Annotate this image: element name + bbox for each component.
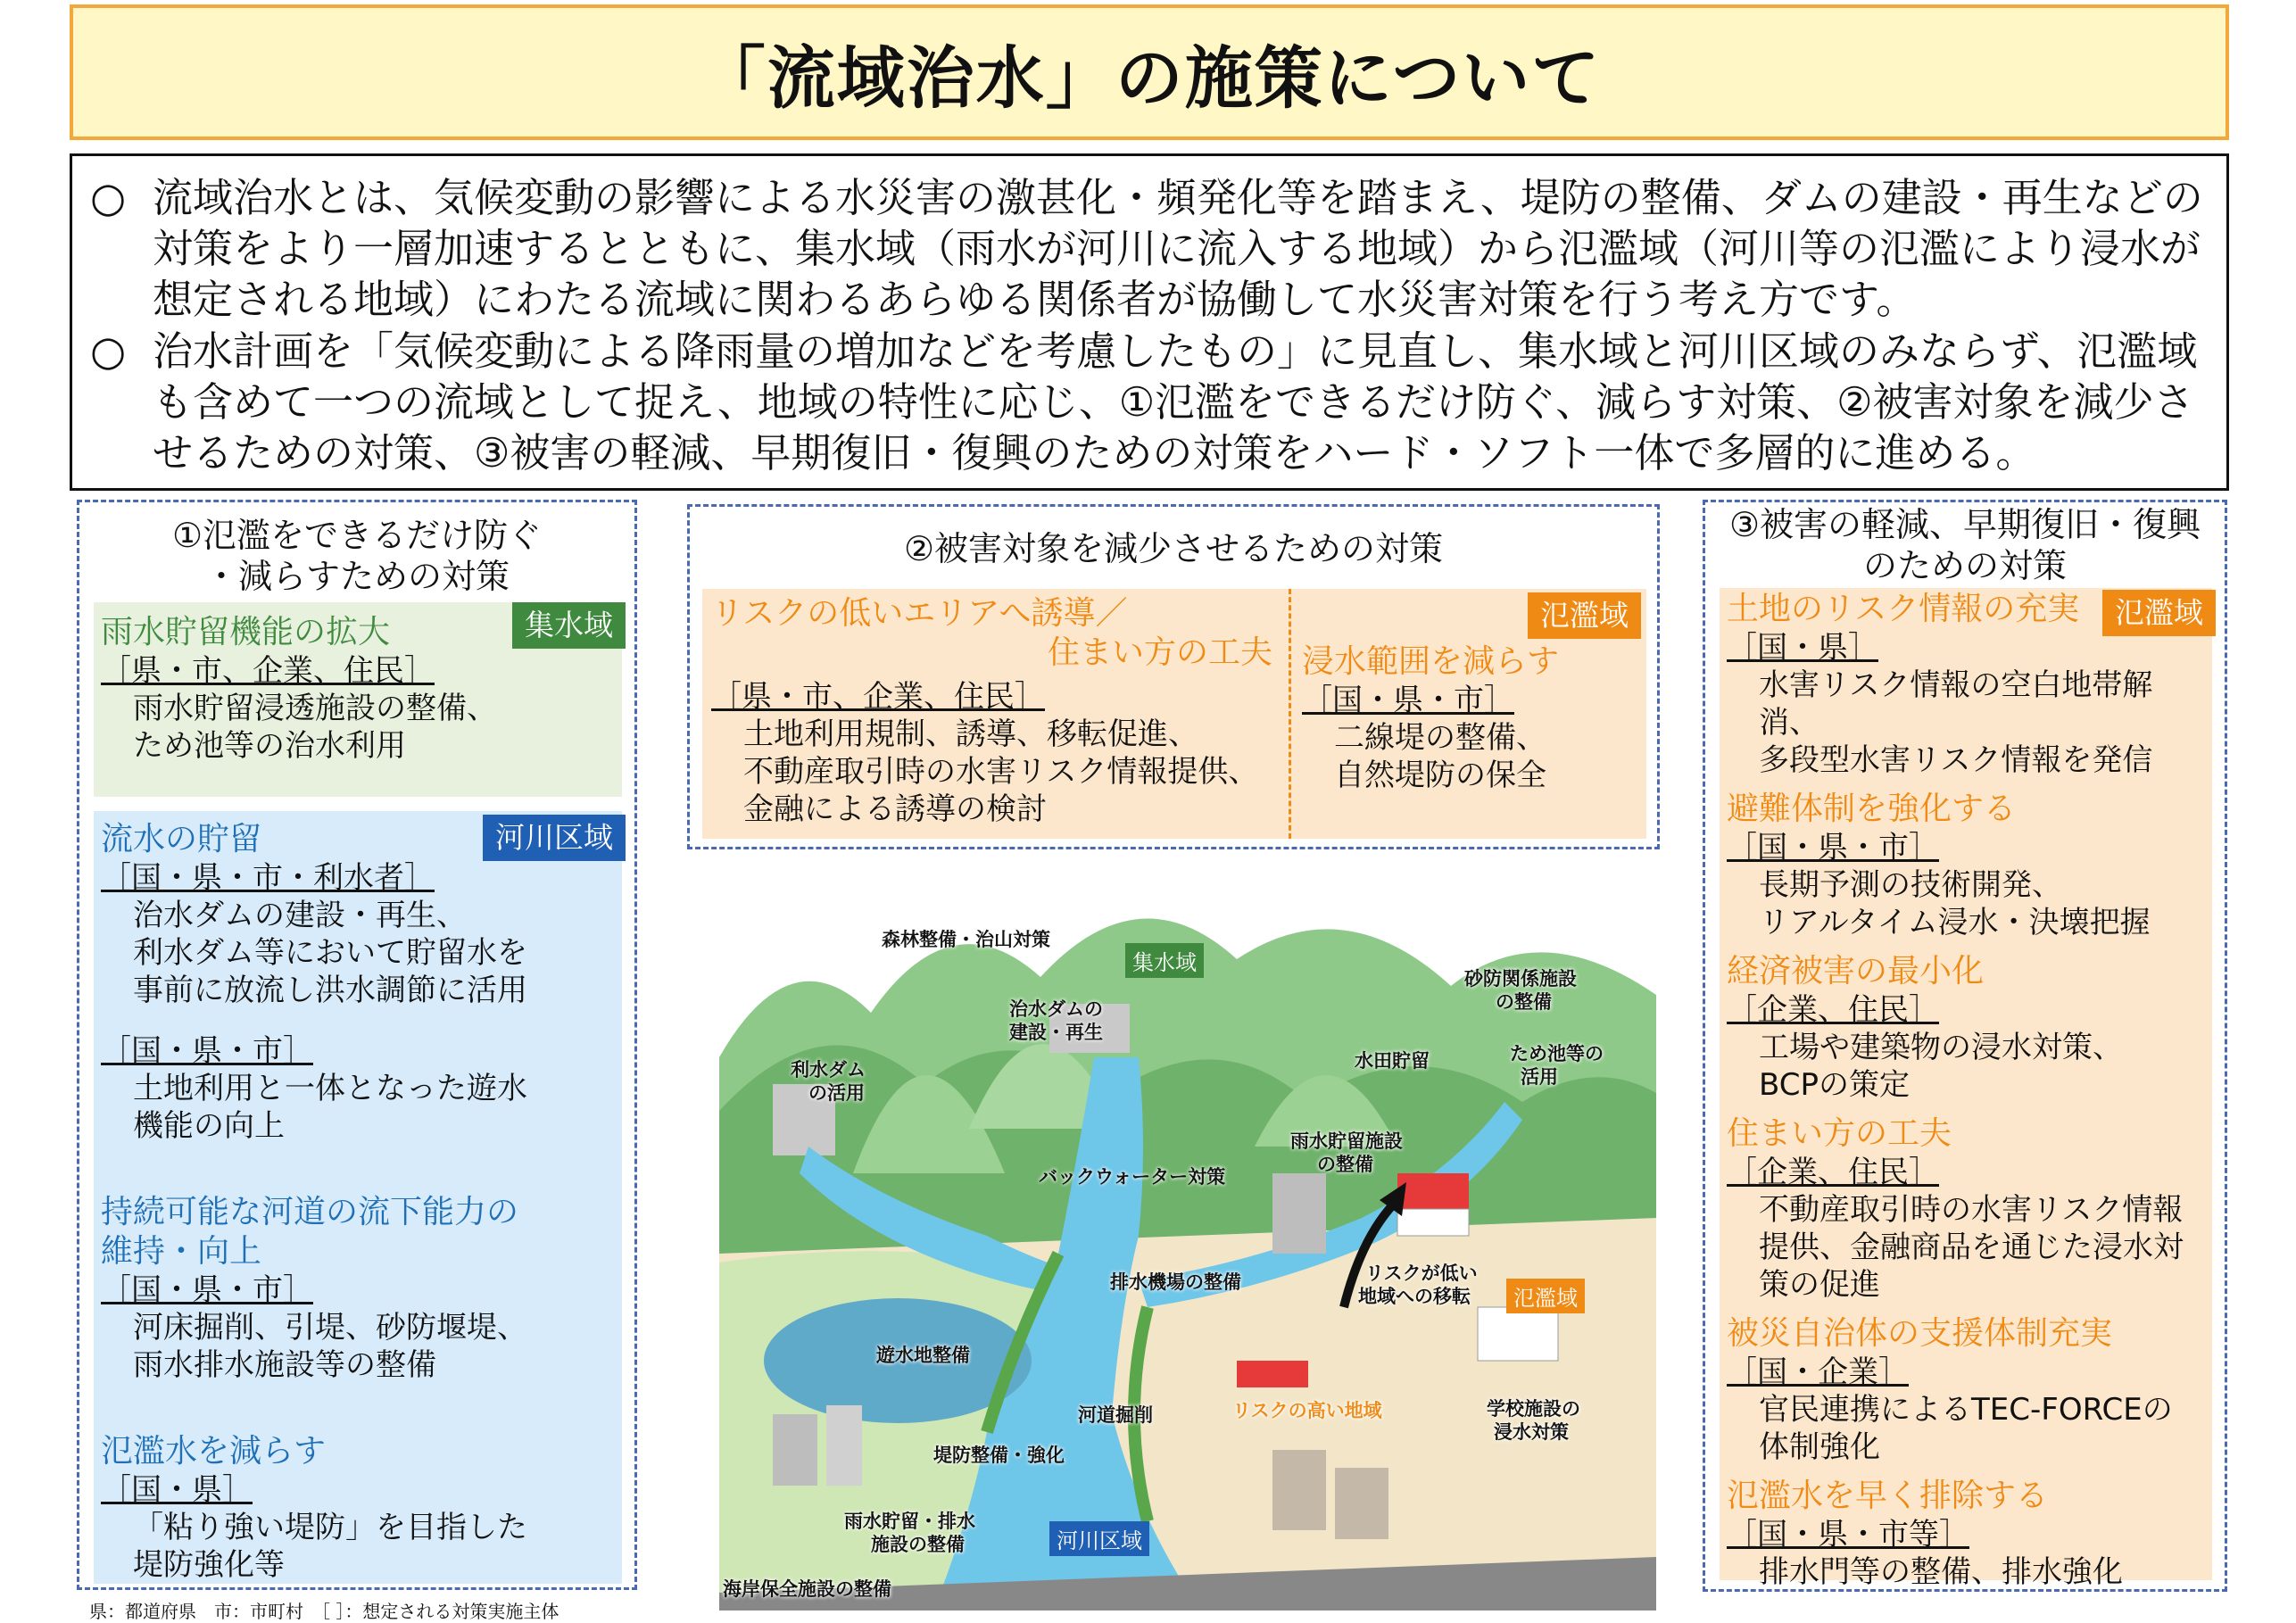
body-line: 水害リスク情報の空白地帯解消、 [1759,667,2153,741]
body-line: 金融による誘導の検討 [743,791,1047,827]
section-title: 氾濫水を早く排除する [1727,1478,2049,1514]
label-school-2: 浸水対策 [1494,1421,1569,1443]
actor-label: ［国・県・市］ [1727,830,1939,865]
footnote: 県：都道府県 市：市町村 ［ ］：想定される対策実施主体 [89,1601,559,1622]
body-line: 官民連携によるTEC-FORCEの [1759,1392,2173,1428]
bullet-circle-icon: ○ [90,327,127,375]
body-line: 長期予測の技術開発、 [1759,867,2062,903]
actor-label: ［国・県］ [101,1472,253,1508]
body-line: 「粘り強い堤防」を目指した [133,1510,527,1545]
label-paddy: 水田貯留 [1355,1050,1430,1072]
label-pump: 排水機場の整備 [1110,1271,1241,1293]
body-line: 提供、金融商品を通じた浸水対 [1759,1230,2184,1265]
column-3-mitigation-recovery [1703,500,2227,1592]
label-rainstorage-1: 雨水貯留施設 [1290,1130,1403,1152]
label-lowrisk-1: リスクが低い [1365,1263,1478,1284]
actor-label: ［県・市、企業、住民］ [711,679,1045,715]
column-3-heading-line2: のための対策 [1862,546,2067,585]
label-highrisk: リスクの高い地域 [1232,1400,1382,1421]
illus-catchment-tag: 集水域 [1125,943,1204,978]
actor-label: ［県・市、企業、住民］ [101,653,435,689]
body-line: 工場や建築物の浸水対策、 [1759,1030,2123,1065]
label-pond-1: ため池等の [1510,1043,1604,1064]
label-school-1: 学校施設の [1487,1398,1580,1420]
label-dam-1: 治水ダムの [1009,998,1103,1020]
actor-label: ［国・県・市・利水者］ [101,860,435,896]
intro-bullet-2 [90,326,2205,478]
subsection-low-risk-area [702,589,1291,839]
intro-text-1: 流域治水とは、気候変動の影響による水災害の激甚化・頻発化等を踏まえ、堤防の整備、ダムの建設・再生などの対策をより一層加速するとともに、集水域（雨水が河川に流入する地域）から氾濫域（河川等の氾濫により浸水が想定される地域）にわたる流域に関わるあらゆる関係者が協働して水災害対策を行う考え方です。 [153,174,2203,323]
body-line: 機能の向上 [133,1108,285,1144]
section-title: 氾濫水を減らす [101,1433,327,1470]
section-title: リスクの低いエリアへ誘導／ [711,595,1128,632]
page-title: 「流域治水」の施策について [697,37,1602,118]
body-line: 堤防強化等 [133,1547,285,1583]
body-line: 排水門等の整備、排水強化 [1759,1554,2123,1590]
label-lowrisk-2: 地域への移転 [1358,1286,1471,1307]
section-title: 土地のリスク情報の充実 [1727,591,2080,627]
label-sabo-2: の整備 [1496,991,1552,1013]
column-1-prevent-flooding [77,500,637,1590]
body-line: 多段型水害リスク情報を発信 [1759,742,2153,778]
label-waterdam-1: 利水ダム [791,1059,866,1081]
catchment-tag: 集水域 [512,602,626,649]
label-waterdam-2: の活用 [808,1082,865,1104]
label-coast: 海岸保全施設の整備 [723,1578,891,1600]
body-line: 体制強化 [1759,1429,1880,1465]
watershed-illustration [719,879,1656,1611]
section-title: 住まい方の工夫 [1047,634,1272,671]
title-banner [70,4,2229,140]
intro-text-2: 治水計画を「気候変動による降雨量の増加などを考慮したもの」に見直し、集水域と河川区域のみならず、氾濫域も含めて一つの流域として捉え、地域の特性に応じ、①氾濫をできるだけ防ぐ、減らす対策、②被害対象を減少させるための対策、③被害の軽減、早期復旧・復興のための対策をハード・ソフト一体で多層的に進める。 [153,327,2198,476]
illus-floodplain-tag: 氾濫域 [1506,1279,1585,1313]
label-rainpump-2: 施設の整備 [871,1534,965,1555]
bullet-circle-icon: ○ [90,173,127,221]
column-1-heading-line1: ①氾濫をできるだけ防ぐ [171,516,543,555]
label-dredge: 河道掘削 [1078,1404,1153,1426]
actor-label: ［企業、住民］ [1727,992,1939,1028]
body-line: 策の促進 [1759,1267,1880,1303]
body-line: 土地利用規制、誘導、移転促進、 [743,716,1198,752]
actor-label: ［国・県・市］ [101,1033,313,1069]
body-line: 土地利用と一体となった遊水 [133,1071,527,1106]
section-title: 住まい方の工夫 [1727,1115,1952,1152]
column-2-reduce-exposure [687,504,1660,849]
label-sabo-1: 砂防関係施設 [1464,968,1577,990]
column-1-heading-line2: ・減らすための対策 [203,557,510,596]
column-3-content-box [1720,588,2212,1590]
body-line: 治水ダムの建設・再生、 [133,898,467,933]
body-line: 不動産取引時の水害リスク情報提供、 [743,754,1259,790]
actor-label: ［国・県］ [1727,630,1878,666]
column-3-heading-line1: ③被害の軽減、早期復旧・復興 [1728,505,2201,544]
column-2-heading: ②被害対象を減少させるための対策 [903,529,1444,568]
label-forest: 森林整備・治山対策 [882,929,1050,950]
actor-label: ［企業、住民］ [1727,1155,1939,1190]
body-line: 不動産取引時の水害リスク情報 [1759,1192,2184,1228]
label-rainstorage-2: の整備 [1317,1154,1373,1175]
section-title: 維持・向上 [101,1233,262,1270]
label-rainpump-1: 雨水貯留・排水 [844,1511,975,1532]
body-line: 雨水排水施設等の整備 [133,1347,436,1383]
illus-river-zone-tag: 河川区域 [1049,1521,1149,1556]
column-2-content-box [702,589,1646,839]
section-title: 経済被害の最小化 [1727,953,1985,990]
section-title: 持続可能な河道の流下能力の [101,1194,519,1230]
body-line: ため池等の治水利用 [133,728,406,764]
label-pond-2: 活用 [1521,1066,1558,1088]
label-levee: 堤防整備・強化 [933,1445,1065,1466]
section-rain-storage [94,602,622,797]
body-line: 事前に放流し洪水調節に活用 [133,973,527,1008]
body-line: 河床掘削、引堤、砂防堰堤、 [133,1310,527,1346]
actor-label: ［国・県・市等］ [1727,1517,1969,1553]
label-backwater: バックウォーター対策 [1039,1166,1226,1188]
body-line: 利水ダム等において貯留水を [133,935,527,971]
section-title: 避難体制を強化する [1727,791,2017,827]
intro-box [70,153,2229,491]
actor-label: ［国・企業］ [1727,1354,1909,1390]
body-line: 自然堤防の保全 [1334,758,1546,793]
section-title: 雨水貯留機能の拡大 [101,614,391,650]
body-line: リアルタイム浸水・決壊把握 [1759,905,2151,940]
body-line: BCPの策定 [1759,1067,1910,1103]
label-retention: 遊水地整備 [876,1345,970,1366]
actor-label: ［国・県・市］ [101,1272,313,1308]
actor-label: ［国・県・市］ [1302,683,1514,718]
body-line: 雨水貯留浸透施設の整備、 [133,691,497,726]
subsection-reduce-inundation [1302,642,1641,794]
body-line: 二線堤の整備、 [1334,720,1546,756]
section-title: 流水の貯留 [101,821,262,857]
section-title: 浸水範囲を減らす [1302,643,1560,680]
label-dam-2: 建設・再生 [1009,1022,1103,1043]
floodplain-tag: 氾濫域 [2102,590,2216,636]
intro-bullet-1 [90,172,2205,325]
river-zone-tag: 河川区域 [483,815,626,861]
section-title: 被災自治体の支援体制充実 [1727,1315,2113,1352]
section-river-zone [94,811,622,1584]
floodplain-tag: 氾濫域 [1528,592,1641,639]
